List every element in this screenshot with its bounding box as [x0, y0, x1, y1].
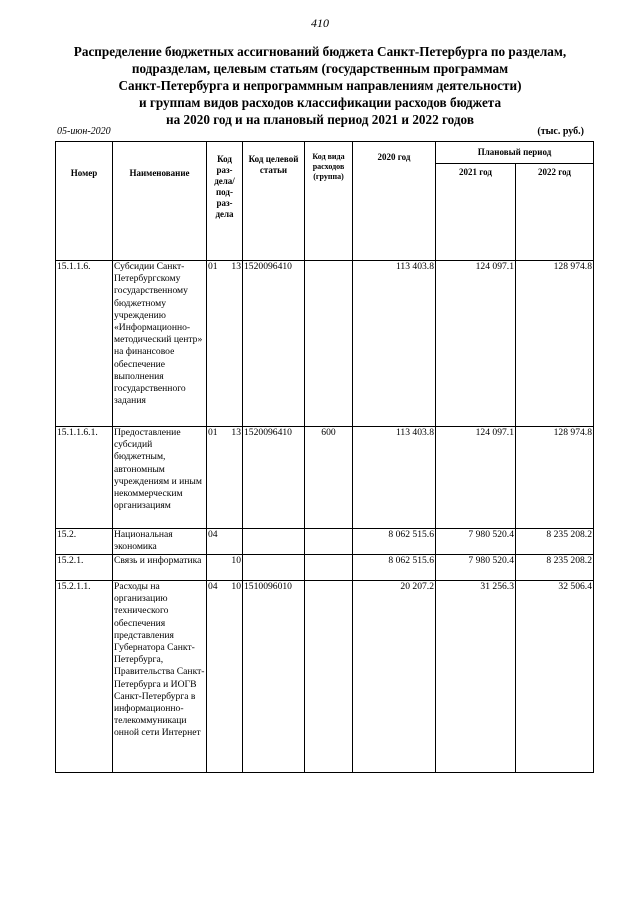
- row-number: 15.2.1.1.: [56, 581, 113, 773]
- row-number: 15.1.1.6.: [56, 261, 113, 427]
- section-code: 01: [208, 261, 218, 272]
- section-code: 04: [208, 581, 218, 592]
- row-value-2020: 113 403.8: [353, 261, 436, 427]
- header-year-2020: 2020 год: [353, 142, 436, 261]
- page-number: 410: [311, 16, 329, 30]
- document-date: 05-июн-2020: [57, 126, 111, 137]
- row-section-code: [207, 581, 243, 773]
- row-section-code: [207, 261, 243, 427]
- subsection-code: 10: [231, 581, 241, 592]
- table-row: [56, 555, 594, 581]
- row-target-code: 1520096410: [243, 427, 305, 529]
- row-number: 15.1.1.6.1.: [56, 427, 113, 529]
- row-value-2022: 8 235 208.2: [516, 555, 594, 581]
- title-line: Распределение бюджетных ассигнований бюджета Санкт-Петербурга по разделам,: [73, 44, 567, 59]
- title-line: и группам видов расходов классификации расходов бюджета: [138, 95, 502, 110]
- document-title: [50, 43, 590, 128]
- row-name: Расходы на организацию технического обеспечения представления Губернатора Санкт-Петербурга, Правительства Санкт-Петербурга и ИОГВ Санкт-Петербурга в информационно-телекоммуникаци онной сети Интернет: [113, 581, 207, 773]
- row-section-code: [207, 529, 243, 555]
- row-section-code: [207, 555, 243, 581]
- row-name: Связь и информатика: [113, 555, 207, 581]
- section-code: 04: [208, 529, 218, 540]
- row-expense-type: [305, 261, 353, 427]
- row-number: 15.2.1.: [56, 555, 113, 581]
- title-line: подразделам, целевым статьям (государственным программам: [131, 61, 509, 76]
- subsection-code: 13: [231, 427, 241, 438]
- header-planned-period: Плановый период: [436, 142, 594, 164]
- row-target-code: [243, 555, 305, 581]
- table-row: [56, 581, 594, 773]
- row-value-2021: 124 097.1: [436, 261, 516, 427]
- title-line: Санкт-Петербурга и непрограммным направлениям деятельности): [118, 78, 522, 93]
- row-value-2020: 8 062 515.6: [353, 555, 436, 581]
- header-target-code: Код целевой статьи: [243, 142, 305, 261]
- title-line: на 2020 год и на плановый период 2021 и 2022 годов: [166, 112, 474, 127]
- row-name: Предоставление субсидий бюджетным, автономным учреждениям и иным некоммерческим организациям: [113, 427, 207, 529]
- row-value-2022: 128 974.8: [516, 427, 594, 529]
- table-row: [56, 261, 594, 427]
- header-year-2021: 2021 год: [436, 164, 516, 261]
- header-expense-type-code: Код вида расходов (группа): [305, 142, 353, 261]
- section-code: 01: [208, 427, 218, 438]
- row-expense-type: [305, 581, 353, 773]
- row-name: Субсидии Санкт-Петербургскому государственному бюджетному учреждению «Информационно-методический центр» на финансовое обеспечение выполнения государственного задания: [113, 261, 207, 427]
- budget-table: [55, 141, 594, 773]
- row-value-2022: 128 974.8: [516, 261, 594, 427]
- subsection-code: 10: [231, 555, 241, 566]
- row-number: 15.2.: [56, 529, 113, 555]
- row-value-2022: 32 506.4: [516, 581, 594, 773]
- row-value-2021: 124 097.1: [436, 427, 516, 529]
- table-row: [56, 529, 594, 555]
- row-expense-type: [305, 555, 353, 581]
- header-year-2022: 2022 год: [516, 164, 594, 261]
- row-value-2021: 7 980 520.4: [436, 555, 516, 581]
- header-section-code: Код раз-дела/ под-раз-дела: [207, 142, 243, 261]
- row-target-code: [243, 529, 305, 555]
- row-expense-type: [305, 529, 353, 555]
- row-name: Национальная экономика: [113, 529, 207, 555]
- row-value-2020: 20 207.2: [353, 581, 436, 773]
- units-label: (тыс. руб.): [537, 126, 584, 137]
- row-value-2021: 31 256.3: [436, 581, 516, 773]
- row-value-2021: 7 980 520.4: [436, 529, 516, 555]
- subsection-code: 13: [231, 261, 241, 272]
- row-value-2020: 8 062 515.6: [353, 529, 436, 555]
- header-number: Номер: [56, 142, 113, 261]
- row-target-code: 1520096410: [243, 261, 305, 427]
- row-value-2022: 8 235 208.2: [516, 529, 594, 555]
- row-expense-type: 600: [305, 427, 353, 529]
- row-target-code: 1510096010: [243, 581, 305, 773]
- row-value-2020: 113 403.8: [353, 427, 436, 529]
- table-row: [56, 427, 594, 529]
- row-section-code: [207, 427, 243, 529]
- header-name: Наименование: [113, 142, 207, 261]
